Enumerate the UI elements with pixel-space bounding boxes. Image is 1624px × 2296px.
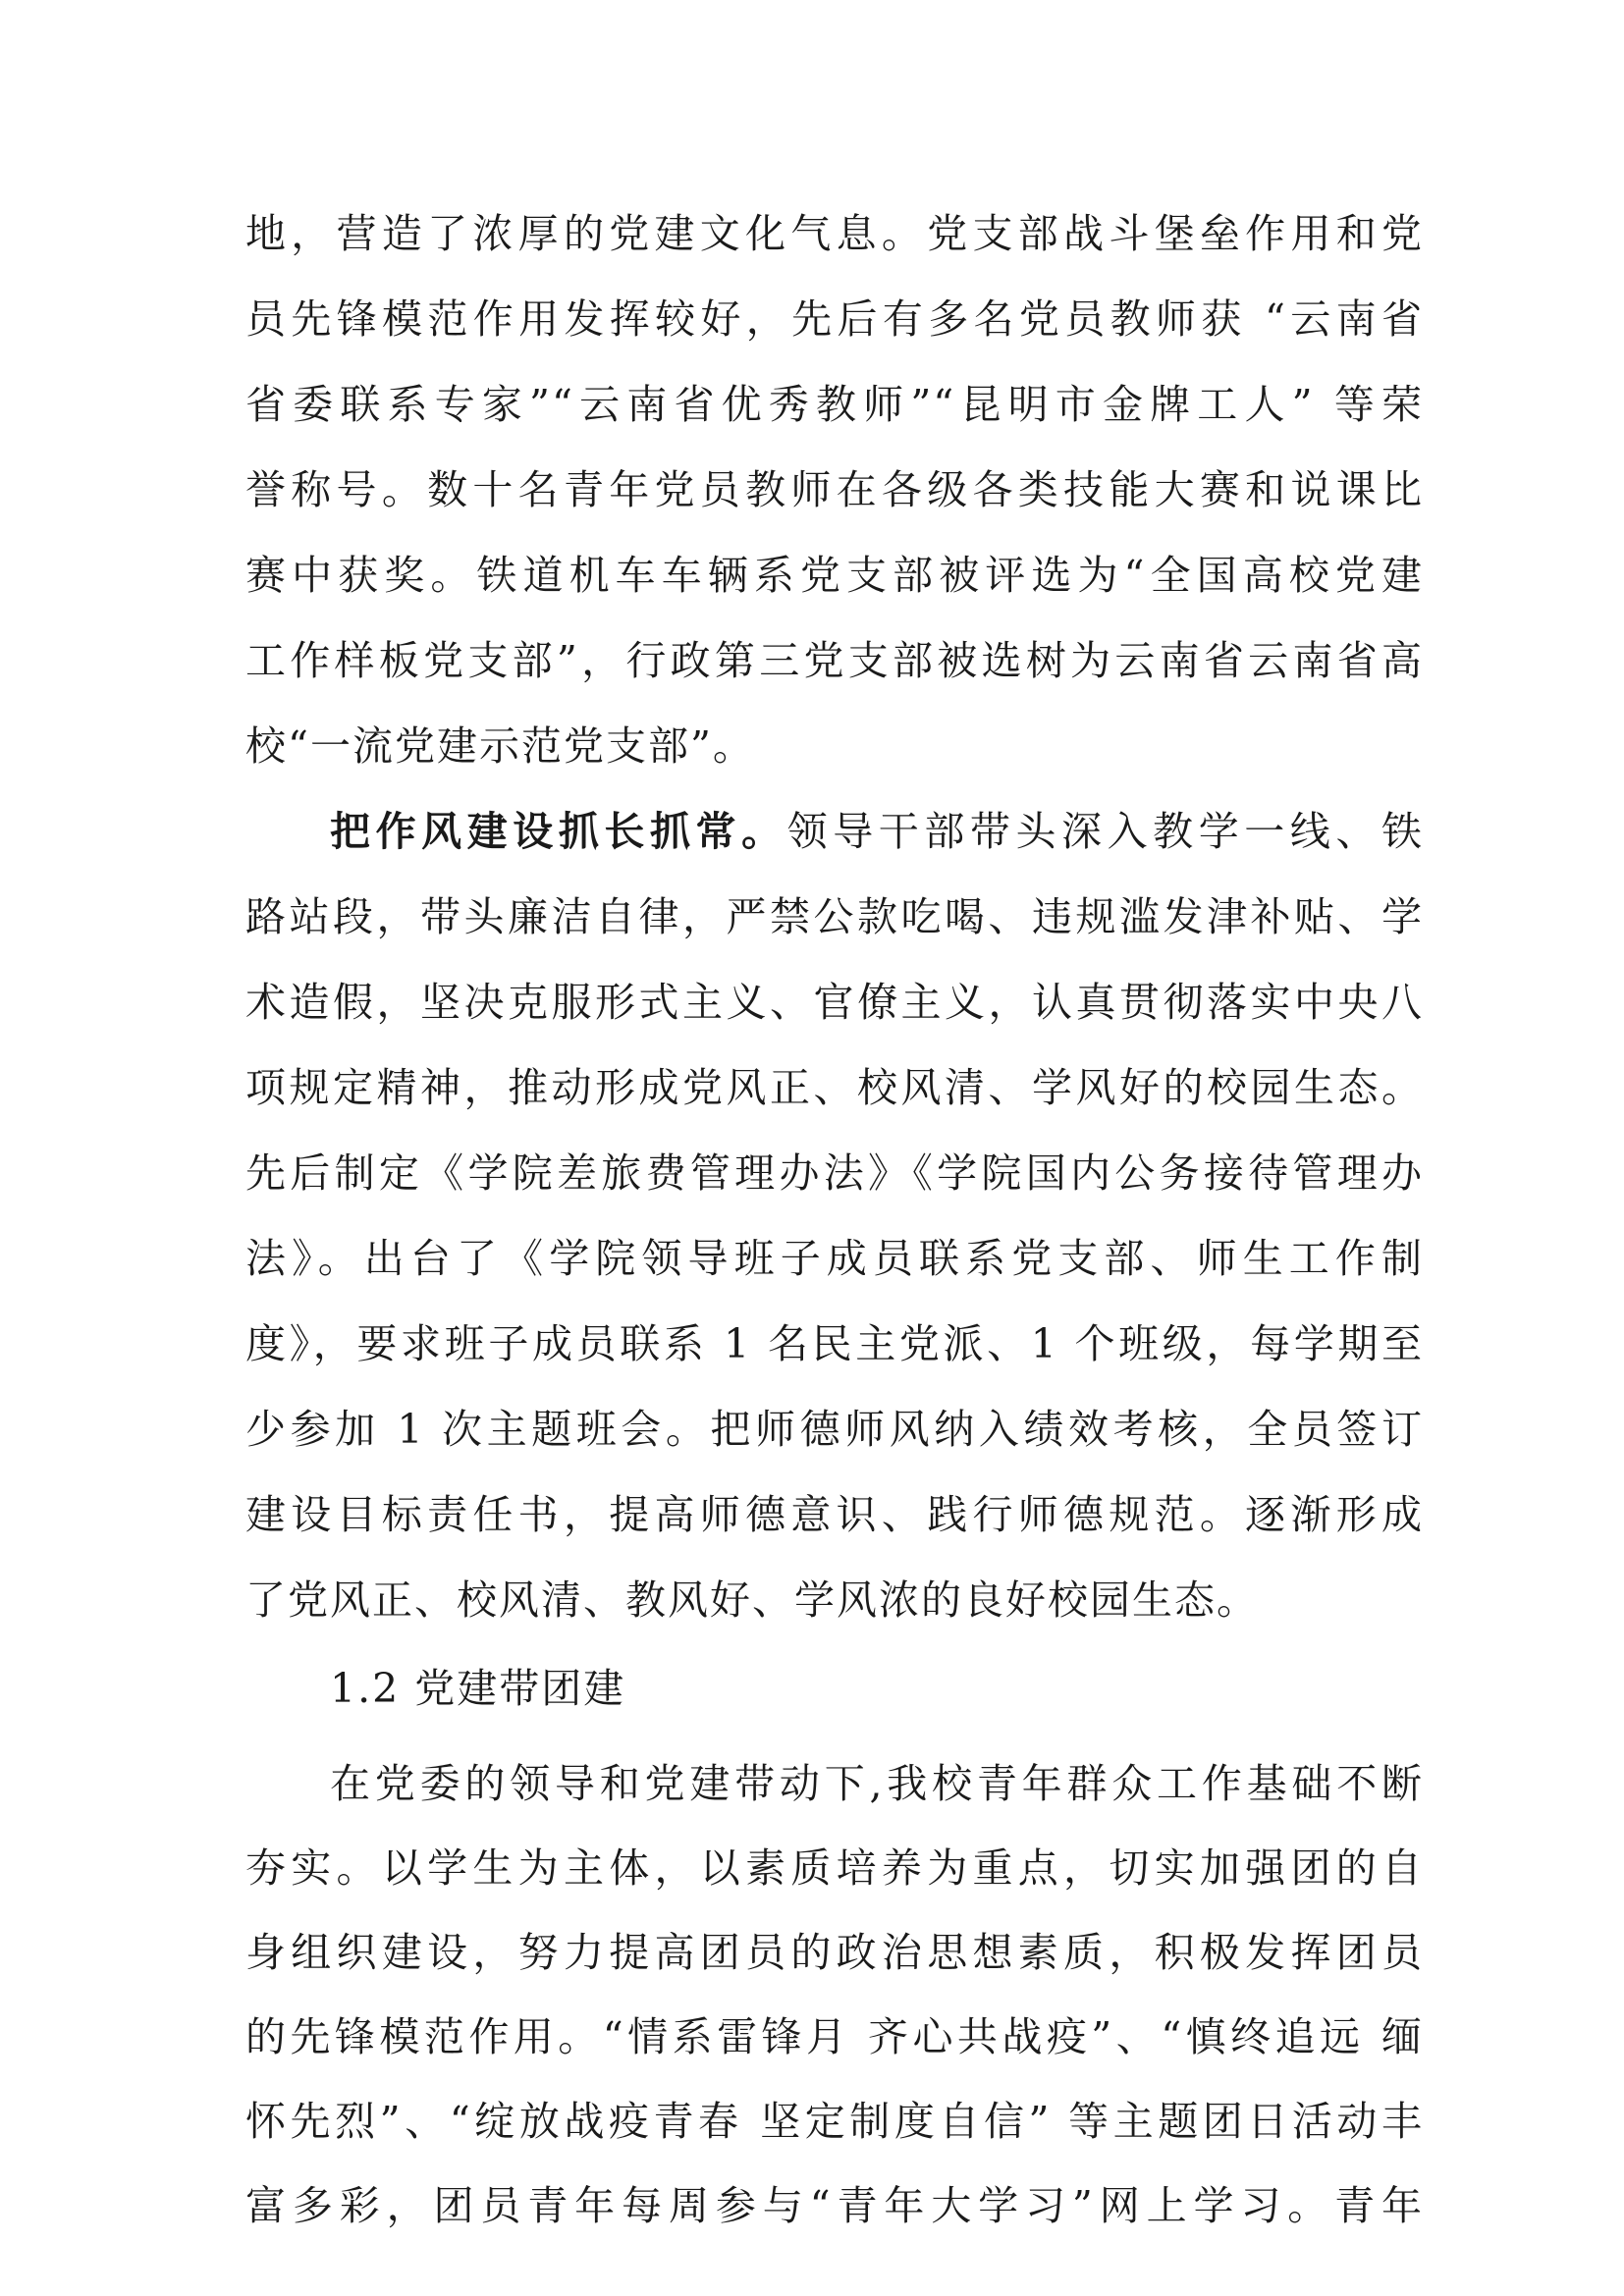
text-line: 法》。出台了《学院领导班子成员联系党支部、师生工作制: [245, 1235, 1424, 1282]
text-line: 术造假，坚决克服形式主义、官僚主义，认真贯彻落实中央八: [245, 979, 1424, 1026]
text-line: 誉称号。数十名青年党员教师在各级各类技能大赛和说课比: [245, 466, 1424, 513]
text-line: 项规定精神，推动形成党风正、校风清、学风好的校园生态。: [245, 1064, 1424, 1111]
text-line: 校“一流党建示范党支部”。: [245, 722, 755, 770]
text-line: 省委联系专家”“云南省优秀教师”“昆明市金牌工人” 等荣: [245, 381, 1424, 428]
text-line: 建设目标责任书，提高师德意识、践行师德规范。逐渐形成: [245, 1491, 1424, 1538]
text-line: 在党委的领导和党建带动下,我校青年群众工作基础不断: [330, 1760, 1424, 1807]
text-line: 路站段，带头廉洁自律，严禁公款吃喝、违规滥发津补贴、学: [245, 893, 1424, 940]
text-line: 地，营造了浓厚的党建文化气息。党支部战斗堡垒作用和党: [245, 210, 1424, 257]
paragraph-first-line: [330, 808, 1425, 855]
paragraph-first-line-text: 领导干部带头深入教学一线、铁: [786, 808, 1425, 855]
text-line: 少参加 1 次主题班会。把师德师风纳入绩效考核，全员签订: [245, 1406, 1424, 1453]
text-line: 身组织建设，努力提高团员的政治思想素质，积极发挥团员: [245, 1929, 1424, 1976]
text-line: 度》，要求班子成员联系 1 名民主党派、1 个班级，每学期至: [245, 1320, 1424, 1367]
text-line: 夯实。以学生为主体，以素质培养为重点，切实加强团的自: [245, 1844, 1424, 1892]
section-heading: 1.2 党建带团建: [330, 1665, 626, 1712]
text-line: 先后制定《学院差旅费管理办法》《学院国内公务接待管理办: [245, 1149, 1424, 1197]
text-line: 员先锋模范作用发挥较好，先后有多名党员教师获 “云南省: [245, 295, 1424, 343]
text-line: 赛中获奖。铁道机车车辆系党支部被评选为“全国高校党建: [245, 552, 1424, 599]
paragraph-lead-heading: 把作风建设抓长抓常。: [330, 808, 787, 855]
text-line: 怀先烈”、“绽放战疫青春 坚定制度自信” 等主题团日活动丰: [245, 2098, 1424, 2145]
text-line: 的先锋模范作用。“情系雷锋月 齐心共战疫”、“慎终追远 缅: [245, 2013, 1424, 2060]
text-line: 富多彩，团员青年每周参与“青年大学习”网上学习。青年: [245, 2182, 1424, 2229]
text-line: 工作样板党支部”，行政第三党支部被选树为云南省云南省高: [245, 637, 1424, 684]
text-line: 了党风正、校风清、教风好、学风浓的良好校园生态。: [245, 1576, 1259, 1624]
